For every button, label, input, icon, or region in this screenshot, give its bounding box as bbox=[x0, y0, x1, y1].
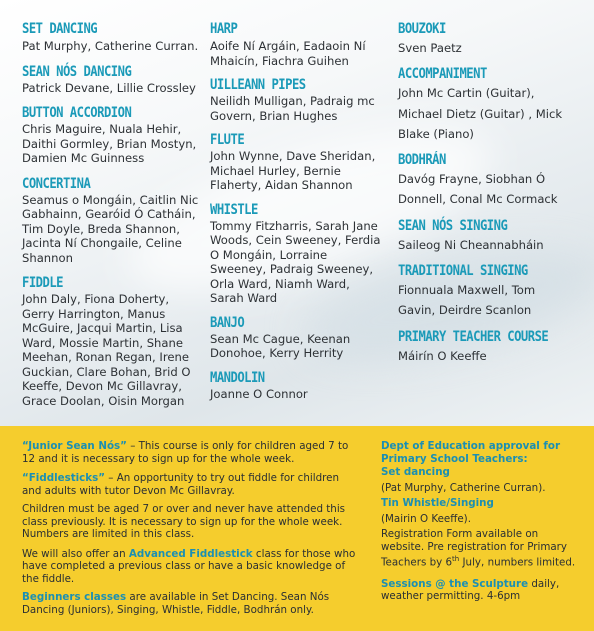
section-harp bbox=[210, 20, 386, 68]
section-tutors: John Wynne, Dave Sheridan, Michael Hurley, Bernie Flaherty, Aidan Shannon bbox=[210, 149, 376, 192]
section-tutors: Neilidh Mulligan, Padraig mc Govern, Brian Hughes bbox=[210, 94, 375, 123]
section-title: SET DANCING bbox=[22, 21, 98, 37]
note-label: Advanced Fiddlestick bbox=[128, 547, 253, 560]
section-fiddle bbox=[22, 274, 200, 408]
section-tutors: Pat Murphy, Catherine Curran. bbox=[22, 39, 199, 53]
section-whistle bbox=[210, 201, 386, 306]
note-text: are available in Set Dancing. Sean Nós Dancing (Juniors), Singing, Whistle, Fiddle, Bodhrán only. bbox=[22, 591, 330, 616]
note-text: – This course is only for children aged 7 to 12 and it is necessary to sign up for the whole week. bbox=[22, 440, 349, 465]
section-tutors: Davóg Frayne, Siobhan Ó Donnell, Conal Mc Cormack bbox=[398, 172, 558, 207]
column-2 bbox=[210, 20, 386, 401]
section-title: BUTTON ACCORDION bbox=[22, 105, 132, 121]
section-title: BOUZOKI bbox=[398, 21, 446, 37]
note-label: Sessions @ the Sculpture bbox=[381, 577, 529, 590]
section-title: SEAN NÓS DANCING bbox=[22, 63, 132, 80]
section-uilleann-pipes bbox=[210, 76, 386, 123]
section-title: CONCERTINA bbox=[22, 175, 91, 192]
set-dancing-tutors: (Pat Murphy, Catherine Curran). bbox=[381, 481, 546, 494]
section-tutors: Joanne O Connor bbox=[210, 386, 308, 401]
section-title: ACCOMPANIMENT bbox=[398, 66, 487, 83]
note-text: We will also offer an bbox=[22, 547, 129, 560]
section-tutors: Seamus o Mongáin, Caitlin Nic Gabhainn, Gearóid Ó Catháin, Tim Doyle, Breda Shannon, Jacinta Ní Chongaile, Celine Shannon bbox=[22, 192, 199, 265]
section-set-dancing bbox=[22, 20, 200, 54]
sessions-note bbox=[381, 578, 581, 603]
section-bouzoki bbox=[398, 20, 574, 58]
section-title: WHISTLE bbox=[210, 201, 258, 218]
note-label: Beginners classes bbox=[22, 591, 127, 603]
column-1 bbox=[22, 20, 200, 408]
section-title: TRADITIONAL SINGING bbox=[398, 263, 528, 280]
note-junior-sean-nos bbox=[22, 440, 358, 465]
note-beginners bbox=[22, 591, 358, 616]
note-text: – An opportunity to try out fiddle for children and adults with tutor Devon Mc Gillavray. bbox=[22, 472, 339, 497]
section-tutors: Patrick Devane, Lillie Crossley bbox=[22, 80, 196, 95]
section-accompaniment bbox=[398, 65, 574, 144]
note-text: class for those who have completed a previous class or have a basic knowledge of the fiddle. bbox=[22, 547, 356, 585]
info-band bbox=[0, 426, 594, 631]
note-text: Registration Form available on website. Pre registration for Primary Teachers by 6 bbox=[381, 528, 567, 569]
set-dancing-label: Set dancing bbox=[381, 466, 450, 478]
section-tutors: Chris Maguire, Nuala Hehir, Daithi Gormley, Brian Mostyn, Damien Mc Guinness bbox=[22, 122, 197, 165]
note-text: July, numbers limited. bbox=[459, 556, 576, 569]
section-title: FLUTE bbox=[210, 132, 245, 148]
note-label: “Junior Sean Nós” bbox=[22, 440, 127, 452]
section-title: BODHRÁN bbox=[398, 152, 446, 169]
section-title: MANDOLIN bbox=[210, 369, 265, 386]
section-tutors: Máirín O Keeffe bbox=[398, 348, 487, 363]
section-mandolin bbox=[210, 369, 386, 402]
section-title: SEAN NÓS SINGING bbox=[398, 217, 508, 234]
dept-approval-title: Dept of Education approval for Primary School Teachers: bbox=[381, 440, 561, 465]
section-bodhran bbox=[398, 151, 574, 210]
note-advanced-fiddlestick bbox=[22, 548, 358, 586]
tin-whistle-label: Tin Whistle/Singing bbox=[381, 497, 494, 509]
note-text: daily, weather permitting. 4-6pm bbox=[381, 577, 560, 603]
section-primary-teacher-course bbox=[398, 328, 574, 366]
note-fiddlesticks bbox=[22, 472, 358, 497]
notes-right bbox=[381, 440, 581, 603]
section-button-accordion bbox=[22, 104, 200, 166]
section-tutors: John Daly, Fiona Doherty, Gerry Harrington, Manus McGuire, Jacqui Martin, Lisa Ward, Mossie Martin, Shane Meehan, Ronan Regan, Irene Guckian, Clare Bohan, Brid O Keeffe, Devon Mc Gillavray, Grace Doolan, Oisin Morgan bbox=[22, 292, 191, 408]
section-tutors: Aoife Ní Argáin, Eadaoin Ní Mhaicín, Fiachra Guihen bbox=[210, 39, 366, 68]
note-children: Children must be aged 7 or over and never have attended this class previously. It is necessary to sign up for the whole week. Numbers are limited in this class. bbox=[22, 503, 346, 540]
section-tutors: Saileog Ni Cheannabháin bbox=[398, 237, 544, 252]
notes-left bbox=[22, 440, 358, 616]
registration-note bbox=[381, 528, 581, 569]
section-concertina bbox=[22, 175, 200, 266]
section-tutors: John Mc Cartin (Guitar), Michael Dietz (Guitar) , Mick Blake (Piano) bbox=[398, 86, 563, 141]
section-title: UILLEANN PIPES bbox=[210, 77, 306, 93]
section-tutors: Sven Paetz bbox=[398, 41, 462, 55]
column-3 bbox=[398, 20, 574, 366]
section-tutors: Tommy Fitzharris, Sarah Jane Woods, Cein Sweeney, Ferdia O Mongáin, Lorraine Sweeney, Padraig Sweeney, Orla Ward, Niamh Ward, Sarah Ward bbox=[210, 218, 381, 305]
section-title: BANJO bbox=[210, 314, 245, 331]
section-tutors: Sean Mc Cague, Keenan Donohoe, Kerry Herrity bbox=[210, 331, 351, 360]
section-banjo bbox=[210, 314, 386, 361]
tin-whistle-tutor: (Mairin O Keeffe). bbox=[381, 512, 471, 525]
section-flute bbox=[210, 131, 386, 193]
section-tutors: Fionnuala Maxwell, Tom Gavin, Deirdre Scanlon bbox=[398, 283, 536, 318]
section-sean-nos-singing bbox=[398, 217, 574, 255]
section-title: HARP bbox=[210, 21, 238, 37]
ordinal-suffix: th bbox=[452, 555, 460, 563]
section-sean-nos-dancing bbox=[22, 63, 200, 96]
section-title: PRIMARY TEACHER COURSE bbox=[398, 328, 549, 345]
section-title: FIDDLE bbox=[22, 275, 63, 291]
note-label: “Fiddlesticks” bbox=[22, 472, 106, 484]
section-traditional-singing bbox=[398, 262, 574, 321]
